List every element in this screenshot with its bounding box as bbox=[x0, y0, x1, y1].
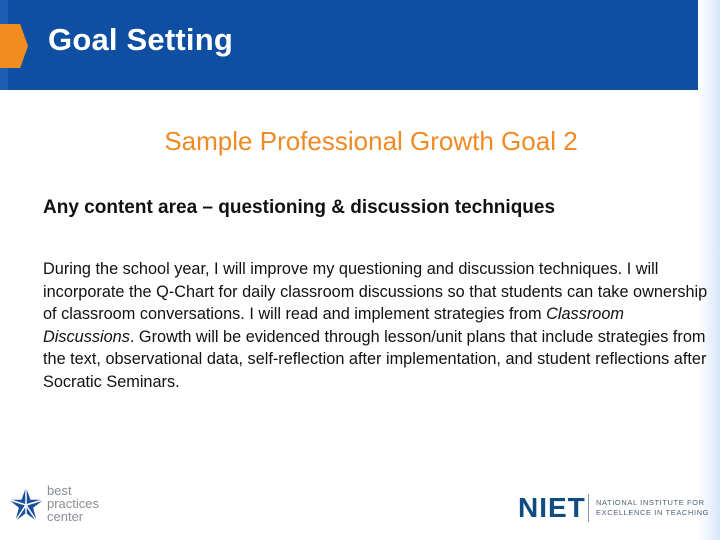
niet-wordmark: NIET bbox=[518, 492, 586, 523]
niet-name-line-1: NATIONAL INSTITUTE FOR bbox=[596, 498, 705, 507]
bpc-line-3: center bbox=[47, 509, 84, 524]
niet-divider bbox=[588, 494, 589, 522]
body-text-part-2: . Growth will be evidenced through lesson/unit plans that include strategies from the text, observational data, self-reflection after implementation, and student reflections after Socratic Seminars. bbox=[43, 327, 707, 391]
body-paragraph bbox=[43, 258, 713, 393]
body-text-part-1: During the school year, I will improve my questioning and discussion techniques. I will incorporate the Q-Chart for daily classroom discussions so that students can take ownership of classroom conversations. I will read and implement strategies from bbox=[43, 260, 708, 323]
slide-subtitle: Sample Professional Growth Goal 2 bbox=[164, 126, 578, 156]
orange-tab-marker bbox=[0, 24, 28, 68]
star-icon bbox=[8, 484, 48, 528]
niet-full-name bbox=[596, 498, 716, 518]
bpc-line-1: best bbox=[47, 483, 72, 498]
bpc-line-2: practices bbox=[47, 496, 100, 511]
section-heading: Any content area – questioning & discussion techniques bbox=[43, 197, 556, 218]
book-title: Classroom Discussions bbox=[43, 305, 624, 346]
niet-name-line-2: EXCELLENCE IN TEACHING bbox=[596, 508, 710, 517]
best-practices-center-wordmark bbox=[47, 484, 99, 523]
header-bar bbox=[0, 0, 720, 90]
page-title: Goal Setting bbox=[48, 22, 233, 57]
